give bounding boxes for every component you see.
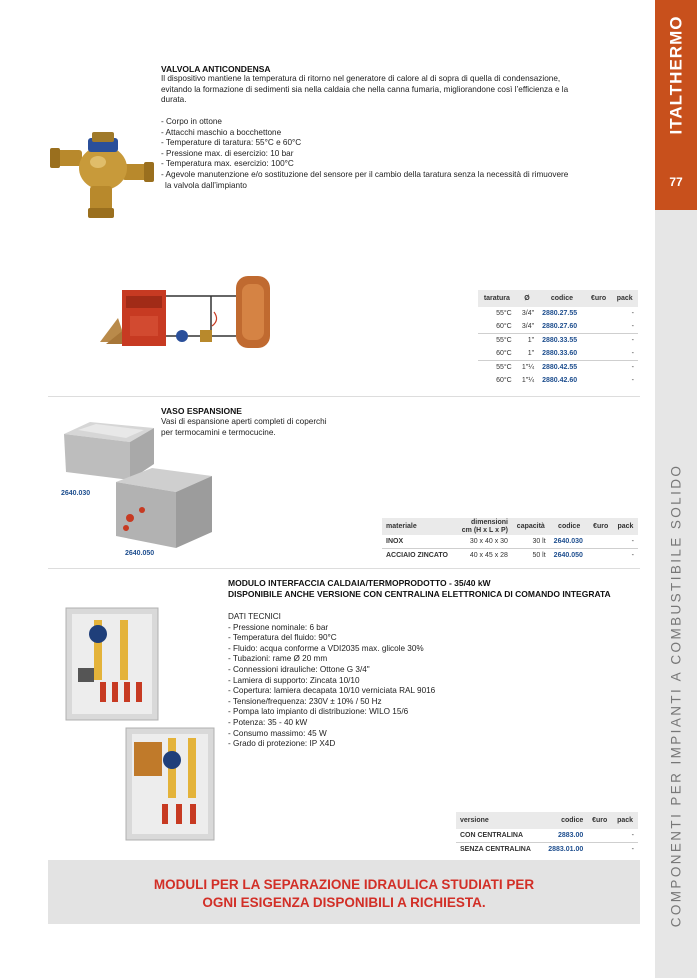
image-code-label: 2640.050	[125, 550, 155, 557]
list-item: la valvola dall’impianto	[165, 180, 247, 190]
expansion-title: VASO ESPANSIONE	[161, 406, 242, 416]
brand-tab	[655, 0, 697, 210]
promo-banner-text: MODULI PER LA SEPARAZIONE IDRAULICA STUDIATI PER OGNI ESIGENZA DISPONIBILI A RICHIESTA.	[153, 877, 535, 910]
expansion-table: materiale dimensioni cm (H x L x P) capacità codice €uro pack INOX 30 x 40 x 30 30 lt 2640.030 - ACCIAIO ZINCATO 40 x 45 x 28 50 lt 2640.050 -	[382, 518, 638, 562]
valve-table: taratura Ø codice €uro pack 55°C 3/4" 2880.27.55 - 60°C 3/4" 2880.27.60 - 55°C 1" 2880.33.55 - 60°C 1" 2880.33.60 - 55°C 1"¼ 2880.42.55 - 60°C 1"¼ 2880.42.60 -	[478, 290, 638, 387]
interface-module-open-image	[124, 726, 216, 842]
table-row: 55°C 3/4" 2880.27.55 -	[496, 310, 634, 317]
right-sidebar	[655, 0, 697, 978]
table-row: 60°C 3/4" 2880.27.60 -	[496, 323, 634, 330]
list-item: - Attacchi maschio a bocchettone	[161, 127, 282, 137]
list-item: - Consumo massimo: 45 W	[228, 728, 327, 738]
interface-module-image	[64, 606, 160, 722]
image-code-label: 2640.030	[61, 490, 91, 497]
specs-title: DATI TECNICI	[228, 612, 281, 621]
table-row: 60°C 1"¼ 2880.42.60 -	[496, 377, 634, 384]
list-item: - Temperatura max. esercizio: 100°C	[161, 159, 294, 169]
list-item: - Grado di protezione: IP X4D	[228, 739, 336, 749]
module-table: versione codice €uro pack CON CENTRALINA 2883.00 - SENZA CENTRALINA 2883.01.00 -	[456, 812, 638, 856]
module-specs	[228, 612, 435, 750]
anticondensation-valve-image	[48, 128, 158, 228]
table-row: 55°C 1"¼ 2880.42.55 -	[478, 361, 638, 375]
list-item: - Pompa lato impianto di distribuzione: WILO 15/6	[228, 707, 409, 717]
list-item: - Connessioni idrauliche: Ottone G 3/4"	[228, 664, 370, 674]
table-row: SENZA CENTRALINA 2883.01.00 -	[456, 843, 638, 857]
expansion-description: Vasi di espansione aperti completi di coperchi per termocamini e termocucine.	[161, 417, 327, 437]
expansion-tank-zinc-image	[112, 462, 214, 552]
list-item: - Pressione nominale: 6 bar	[228, 622, 329, 632]
installation-diagram-image	[96, 272, 276, 352]
table-row: 55°C 1" 2880.33.55 -	[478, 334, 638, 348]
list-item: - Temperatura del fluido: 90°C	[228, 633, 337, 643]
module-title: MODULO INTERFACCIA CALDAIA/TERMOPRODOTTO - 35/40 kW DISPONIBILE ANCHE VERSIONE CON CENTRALINA ELETTRONICA DI COMANDO INTEGRATA	[228, 578, 611, 599]
promo-banner	[48, 860, 640, 924]
list-item: - Fluido: acqua conforme a VDI2035 max. glicole 30%	[228, 643, 424, 653]
section-divider	[48, 568, 640, 569]
list-item: - Agevole manutenzione e/o sostituzione del sensore per il cambio della taratura senza la necessità di rimuovere	[161, 169, 569, 179]
category-label: COMPONENTI PER IMPIANTI A COMBUSTIBILE SOLIDO	[668, 463, 684, 927]
list-item: - Potenza: 35 - 40 kW	[228, 717, 308, 727]
list-item: - Corpo in ottone	[161, 117, 222, 126]
valve-description: Il dispositivo mantiene la temperatura di ritorno nel generatore di calore al di sopra di quella di condensazione, evitando la formazione di sedimenti sia nella caldaia che nella canna fumaria, migliorandone così l’efficienza e la durata.	[161, 74, 569, 105]
valve-title: VALVOLA ANTICONDENSA	[161, 64, 271, 74]
brand-name: ITALTHERMO	[666, 15, 685, 135]
list-item: - Tensione/frequenza: 230V ± 10% / 50 Hz	[228, 696, 382, 706]
list-item: - Lamiera di supporto: Zincata 10/10	[228, 675, 360, 685]
section-divider	[48, 396, 640, 397]
table-row: INOX 30 x 40 x 30 30 lt 2640.030 -	[386, 538, 634, 545]
list-item: - Pressione max. di esercizio: 10 bar	[161, 148, 294, 158]
page-number: 77	[669, 175, 683, 189]
table-row: CON CENTRALINA 2883.00 -	[460, 832, 634, 839]
list-item: - Tubazioni: rame Ø 20 mm	[228, 654, 328, 664]
table-row: 60°C 1" 2880.33.60 -	[496, 350, 634, 357]
table-row: ACCIAIO ZINCATO 40 x 45 x 28 50 lt 2640.050 -	[382, 549, 638, 563]
list-item: - Copertura: lamiera decapata 10/10 verniciata RAL 9016	[228, 686, 436, 696]
list-item: - Temperature di taratura: 55°C e 60°C	[161, 138, 302, 148]
valve-features	[161, 117, 568, 191]
